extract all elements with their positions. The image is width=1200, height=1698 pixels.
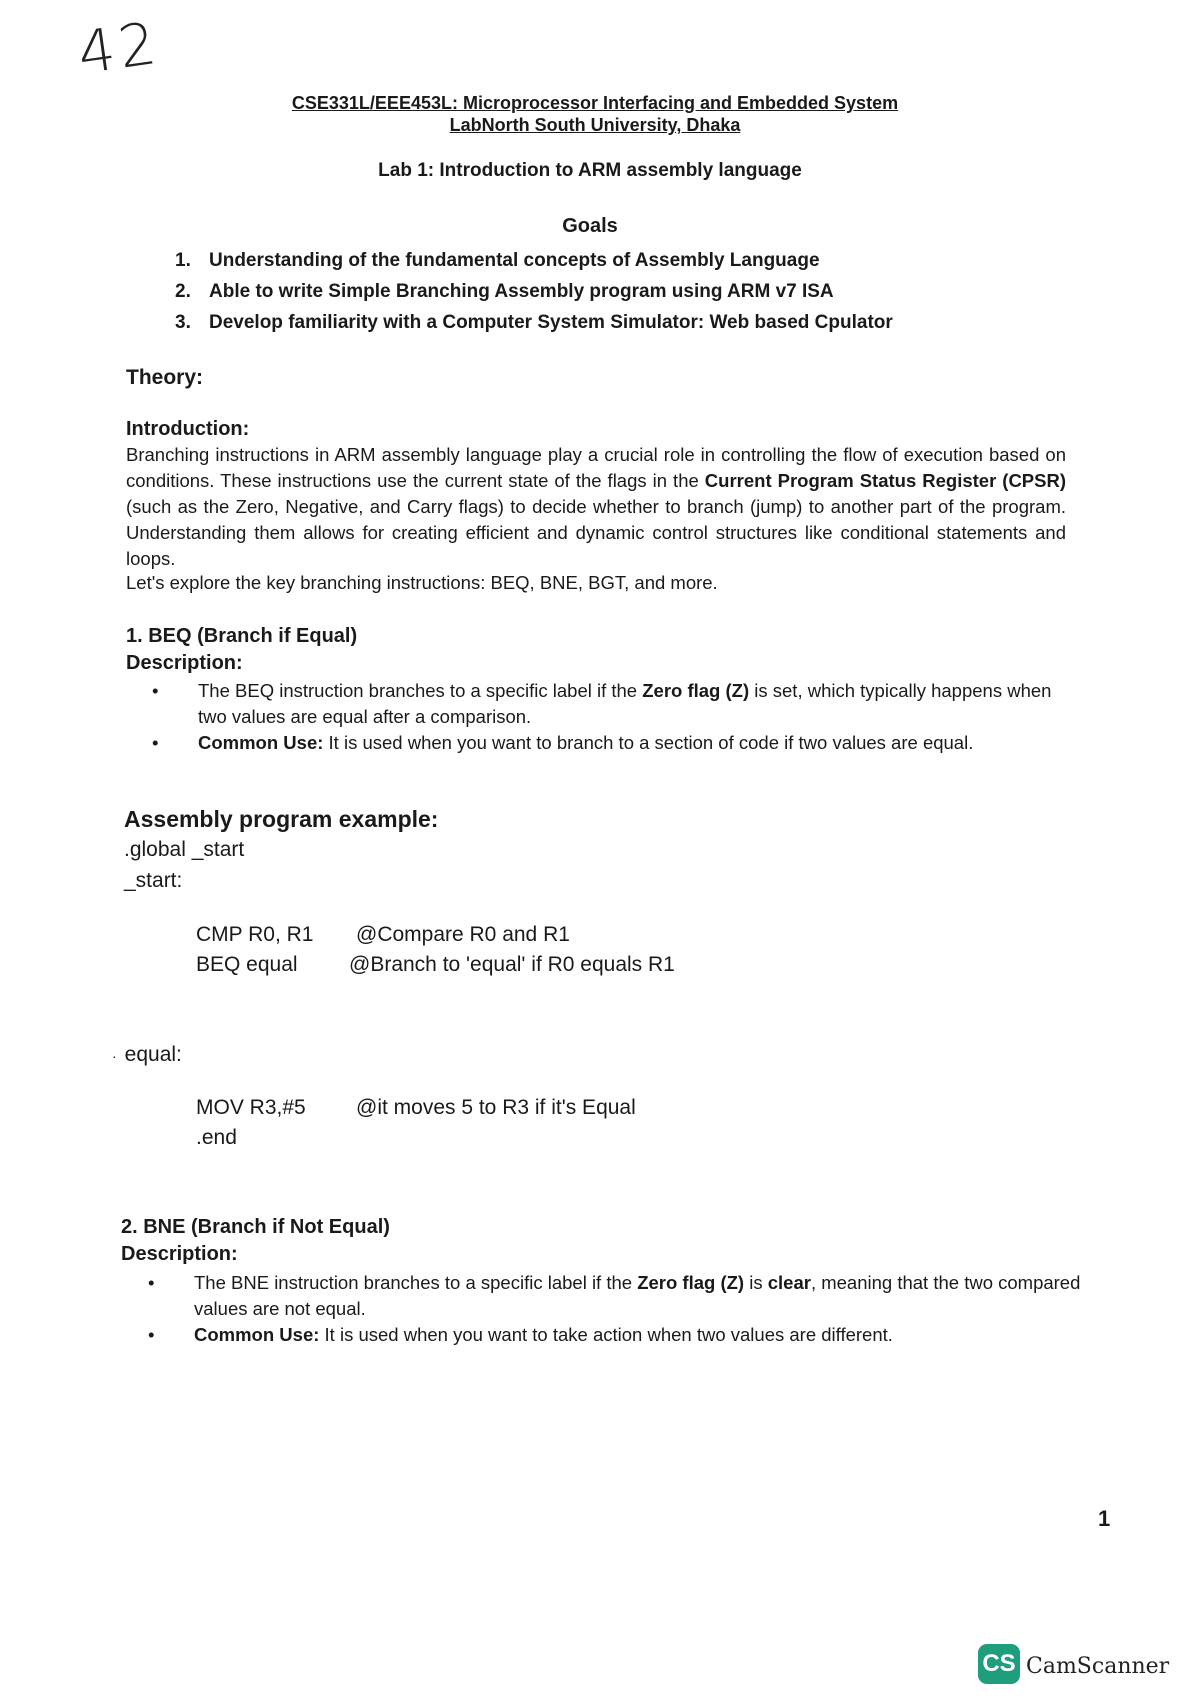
code-block-start xyxy=(196,920,675,980)
lab-title: Lab 1: Introduction to ARM assembly language xyxy=(378,160,802,181)
goal-item: 1. Understanding of the fundamental concepts of Assembly Language xyxy=(175,250,820,271)
camscanner-text: CamScanner xyxy=(1026,1654,1170,1680)
handwritten-page-number: 42 xyxy=(73,8,165,88)
goal-item: 2. Able to write Simple Branching Assembly program using ARM v7 ISA xyxy=(175,281,834,302)
beq-heading: 1. BEQ (Branch if Equal) xyxy=(126,625,358,647)
beq-description-heading: Description: xyxy=(126,652,243,674)
page-number: 1 xyxy=(1098,1506,1111,1531)
code-equal-label: · equal: xyxy=(112,1043,182,1066)
bullet-item: • The BEQ instruction branches to a specific label if the Zero flag (Z) is set, which typically happens when two values are equal after a comparison. xyxy=(152,678,1072,730)
camscanner-watermark xyxy=(978,1644,1169,1684)
beq-bullets xyxy=(152,678,1072,756)
goal-item: 3. Develop familiarity with a Computer System Simulator: Web based Cpulator xyxy=(175,312,893,333)
bullet-item: • Common Use: It is used when you want to branch to a section of code if two values are equal. xyxy=(152,730,1072,756)
code-line: MOV R3,#5 @it moves 5 to R3 if it's Equal xyxy=(196,1096,636,1119)
course-title: CSE331L/EEE453L: Microprocessor Interfacing and Embedded System xyxy=(291,93,899,113)
example-heading: Assembly program example: xyxy=(124,806,439,832)
code-start-label: _start: xyxy=(124,869,183,892)
university-line: LabNorth South University, Dhaka xyxy=(449,115,741,135)
code-block-equal xyxy=(196,1093,636,1153)
code-line: .end xyxy=(196,1126,237,1149)
course-header xyxy=(0,92,1200,136)
camscanner-logo-icon: CS xyxy=(978,1644,1020,1684)
introduction-paragraph: Branching instructions in ARM assembly language play a crucial role in controlling the flow of execution based on conditions. These instructions use the current state of the flags in the Current Program Status Register (CPSR) (such as the Zero, Negative, and Carry flags) to decide whether to branch (jump) to another part of the program. Understanding them allows for creating efficient and dynamic control structures like conditional statements and loops. xyxy=(126,444,1067,569)
introduction-heading: Introduction: xyxy=(126,418,250,440)
goals-list xyxy=(175,245,893,338)
code-line: BEQ equal @Branch to 'equal' if R0 equals R1 xyxy=(196,953,675,976)
introduction-closing: Let's explore the key branching instructions: BEQ, BNE, BGT, and more. xyxy=(126,572,718,593)
bullet-item: • Common Use: It is used when you want to take action when two values are different. xyxy=(148,1322,1088,1348)
bne-heading: 2. BNE (Branch if Not Equal) xyxy=(121,1216,390,1238)
code-global: .global _start xyxy=(124,838,245,861)
bullet-item: • The BNE instruction branches to a specific label if the Zero flag (Z) is clear, meaning that the two compared values are not equal. xyxy=(148,1270,1088,1322)
bne-bullets xyxy=(148,1270,1088,1348)
goals-heading: Goals xyxy=(562,215,618,237)
bne-description-heading: Description: xyxy=(121,1243,238,1265)
theory-heading: Theory: xyxy=(126,366,204,389)
code-line: CMP R0, R1 @Compare R0 and R1 xyxy=(196,923,570,946)
